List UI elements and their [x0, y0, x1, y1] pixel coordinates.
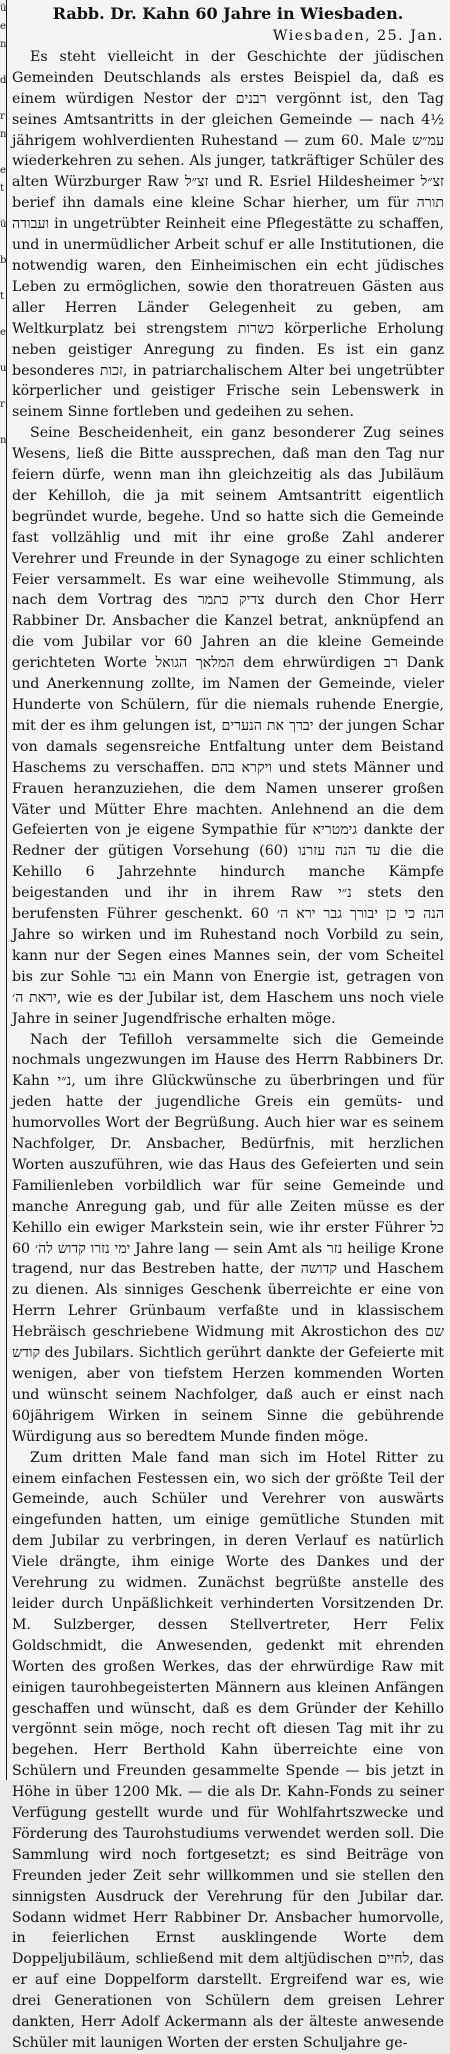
article-paragraph-3: Nach der Tefilloh versammelte sich die Gemeinde nochmals ungezwungen im Hause des Herrn Rabbiners Dr. Kahn נ״י, um ihre Glückwünsche zu überbringen und für jeden hatte der jugendliche Greis ein gemüts- und humorvolles Wort der Begrüßung. Auch hier war es seinem Nachfolger, Dr. Ansbacher, Bedürfnis, mit herzlichen Worten auszuführen, wie das Haus des Gefeierten und sein Familienleben vorbildlich war für seine Gemeinde und manche Anregung gab, und für alle Zeiten müsse es der Kehillo ein ewiger Markstein sein, wie ihr erster Führer כל ימי נזרו קדוש לה׳ 60 Jahre lang — sein Amt als נזר heilige Krone tragend, nur das Bestreben hatte, der קדושה und Haschem zu dienen. Als sinniges Geschenk überreichte er eine von Herrn Lehrer Grünbaum verfaßte und in klassischem Hebräisch geschriebene Widmung mit Akrostichon des שם קודש des Jubilars. Sichtlich gerührt dankte der Gefeierte mit wenigen, aber von tiefstem Herzen kommenden Worten und wünscht seinem Nachfolger, daß auch er einst nach 60jährigem Wirken in seinem Sinne die gebührende Würdigung aus so beredtem Munde finden möge.	[12, 1031, 445, 1445]
article-headline: Rabb. Dr. Kahn 60 Jahre in Wiesbaden.	[52, 4, 404, 23]
column-rule	[6, 0, 7, 1780]
article-dateline: Wiesbaden, 25. Jan.	[272, 28, 444, 44]
left-column-fragments: ü e n d r n e t ü b t e u r n	[0, 3, 7, 446]
article-paragraph-4: Zum dritten Male fand man sich im Hotel Ritter zu einem einfachen Festessen ein, wo sich der größte Teil der Gemeinde, auch Schüler und Verehrer von auswärts eingefunden hatten, um einige gemütliche Stunden mit dem Jubilar zu verbringen, in deren Verlauf es natürlich Viele drängte, ihm einige Worte des Dankes und der Verehrung zu widmen. Zunächst begrüßte anstelle des leider durch Unpäßlichkeit verhinderten Vorsitzenden Dr. M. Sulzberger, dessen Stellvertreter, Herr Felix Goldschmidt, die Anwesenden, gedenkt mit ehrenden Worten des großen Werkes, das der ehrwürdige Raw mit einigen taurohbegeisterten Männern aus kleinen Anfängen geschaffen und wünscht, daß es dem Gründer der Kehillo vergönnt sein möge, noch recht oft diesen Tag mit ihr zu begehen. Herr Berthold Kahn überreichte eine von Schülern und Freunden gesammelte Spende — bis jetzt in Höhe in über 1200 Mk. — die als Dr. Kahn-Fonds zu seiner Verfügung gestellt wurde und für Wohlfahrtszwecke und Förderung des Taurohstudiums verwendet werden soll. Die Sammlung wird noch fortgesetzt; es sind Beiträge von Freunden jeder Zeit sehr willkommen und sie stellen den sinnigsten Ausdruck der Verehrung für den Jubilar dar. Sodann widmet Herr Rabbiner Dr. Ansbacher humorvolle, in feierlichen Ernst ausklingende Worte dem Doppeljubiläum, schließend mit dem altjüdischen לחיים, das er auf eine Doppelform darstellt. Ergreifend war es, wie drei Generationen von Schülern dem greisen Lehrer dankten, Herr Adolf Ackermann als der älteste anwesende Schüler mit launigen Worten der ersten Schuljahre ge-	[12, 1449, 444, 2051]
article-paragraph-2: Seine Bescheidenheit, ein ganz besonderer Zug seines Wesens, ließ die Bitte aussprechen, daß man den Tag nur feiern dürfe, wenn man ihn gleichzeitig als das Jubiläum der Kehilloh, die ja mit seinem Amtsantritt eigentlich begründet wurde, begehe. Und so hatte sich die Gemeinde fast vollzählig und mit ihr eine große Zahl anderer Verehrer und Freunde in der Synagoge zu einer schlichten Feier versammelt. Es war eine weihevolle Stimmung, als nach dem Vortrag des צדיק כתמר durch den Chor Herr Rabbiner Dr. Ansbacher die Kanzel betrat, anknüpfend an die vom Jubilar vor 60 Jahren an die kleine Gemeinde gerichteten Worte המלאך הגואל dem ehrwürdigen רב Dank und Anerkennung zollte, im Namen der Gemeinde, vieler Hunderte von Schülern, für die niemals ruhende Energie, mit der es ihm gelungen ist, יברך את הנערים der jungen Schar von damals segensreiche Entfaltung unter dem Beistand Haschems zu verschaffen. ויקרא בהם und stets Männer und Frauen heranzuziehen, die dem Namen unserer großen Väter und Mütter Ehre machten. Anlehnend an die dem Gefeierten von je eigene Sympathie für גימטריא dankte der Redner der gütigen Vorsehung עד הנה עזרנו (60) die die Kehillo 6 Jahrzehnte hindurch manche Kämpfe beigestanden und ihr in ihrem Raw נ״י stets den berufensten Führer geschenkt. הנה כי כן יבורך גבר ירא ה׳ 60 Jahre so wirken und im Ruhestand noch Vorbild zu sein, kann nur der Segen eines Mannes sein, der vom Scheitel bis zur Sohle גבר ein Mann von Energie ist, getragen von יראת ה׳, wie es der Jubilar ist, dem Haschem uns noch viele Jahre in seiner Jugendfrische erhalten möge.	[12, 425, 445, 1027]
article-paragraph-1: Es steht vielleicht in der Geschichte der jüdischen Gemeinden Deutschlands als erstes Beispiel da, daß es einem würdigen Nestor der רבנים vergönnt ist, den Tag seines Amtsantritts in der gleichen Gemeinde — nach 4½ jährigem wohlverdienten Ruhestand — zum 60. Male עמ״ש wiederkehren zu sehen. Als junger, tatkräftiger Schüler des alten Würzburger Raw זצ״ל und R. Esriel Hildesheimer זצ״ל berief ihn damals eine kleine Schar hierher, um für תורה ועבודה in ungetrübter Reinheit eine Pflegestätte zu schaffen, und in unermüdlicher Arbeit schuf er alle Institutionen, die notwendig waren, den Einheimischen ein echt jüdisches Leben zu ermöglichen, sowie den thoratreuen Gästen aus aller Herren Länder Gelegenheit zu geben, am Weltkurplatz bei strengstem כשרות körperliche Erholung neben geistiger Anregung zu finden. Es ist ein ganz besonderes זכות, in patriarchalischem Alter bei ungetrübter körperlicher und geistiger Frische sein Lebenswerk in seinem Sinne fortleben und gedeihen zu sehen.	[12, 48, 444, 421]
article	[12, 3, 444, 2054]
